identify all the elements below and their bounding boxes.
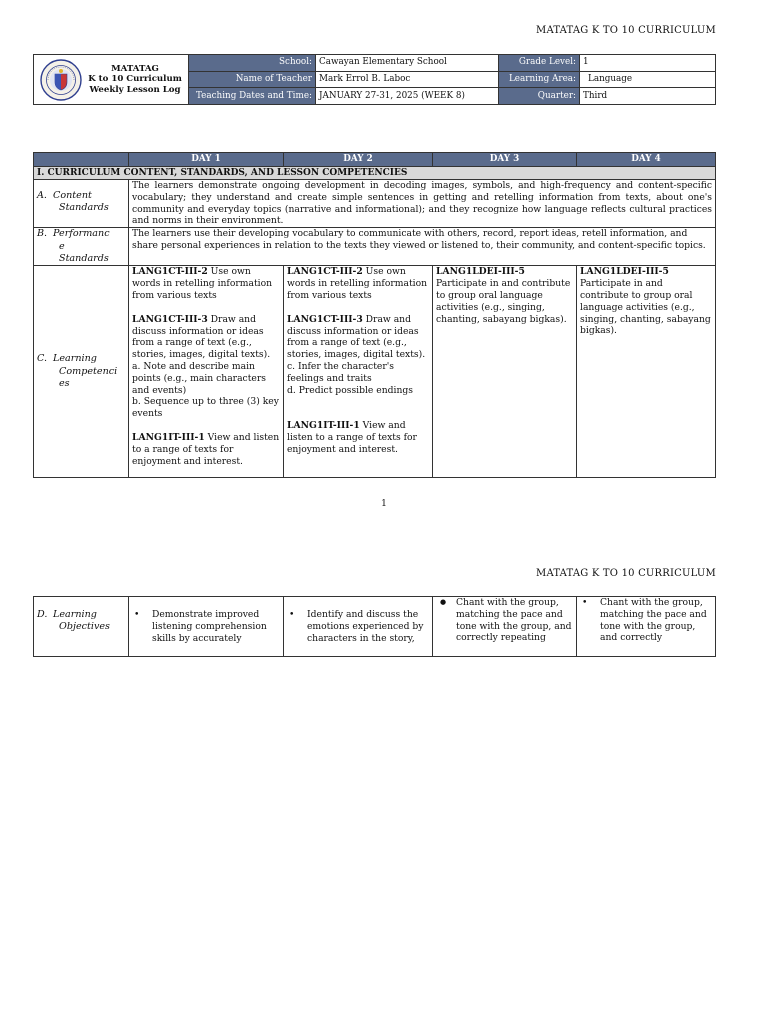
competency-text: Participate in and contribute to group oral language activities (e.g., singing, chanting, sabayang bigkas). (436, 278, 571, 325)
row-label-text: Learning (53, 609, 97, 620)
competency-code: LANG1CT-III-3 (132, 313, 208, 325)
competencies-day-4 (577, 266, 716, 478)
competency-code: LANG1CT-III-3 (287, 313, 363, 325)
row-label-text: es (59, 378, 70, 390)
competency-subitem: b. Sequence up to three (3) key events (132, 396, 279, 420)
row-label-text: e (59, 240, 65, 252)
learning-objectives-table (33, 596, 716, 657)
competencies-day-2 (284, 266, 433, 478)
competency-code: LANG1LDEI-III-5 (436, 266, 525, 278)
competency-subitem: d. Predict possible endings (287, 384, 413, 396)
deped-seal-icon (40, 59, 82, 101)
curriculum-table (33, 152, 716, 478)
competency-code: LANG1CT-III-2 (132, 266, 208, 278)
logo-title (82, 64, 188, 96)
quarter-value: Third (580, 88, 716, 105)
content-standards-text: The learners demonstrate ongoing development in decoding images, symbols, and high-frequency and content-specific vocabulary; they understand and create simple sentences in getting and retelling information from texts, about one's community and everyday topics (narrative and informational); and they recognize how language reflects cultural practices and norms in their environment. (129, 180, 716, 228)
competency-text: Use own words in retelling information from various texts (132, 266, 273, 301)
content-standards-label (34, 180, 129, 228)
day-header: DAY 4 (577, 153, 716, 167)
competency-item (287, 420, 429, 455)
school-value: Cawayan Elementary School (316, 55, 499, 72)
competency-item (132, 314, 280, 361)
learning-objectives-label (34, 597, 129, 657)
section-title: I. CURRICULUM CONTENT, STANDARDS, AND LESSON COMPETENCIES (34, 167, 716, 180)
competencies-day-3 (433, 266, 577, 478)
logo-title-line-3: Weekly Lesson Log (89, 84, 181, 95)
row-label-text: Content (53, 190, 92, 201)
learning-competencies-label (34, 266, 129, 478)
teaching-dates-value: JANUARY 27-31, 2025 (WEEK 8) (316, 88, 499, 105)
objectives-day-1 (129, 597, 284, 657)
competency-text: Participate in and contribute to group oral language activities (e.g., singing, chanting, sabayang bigkas). (580, 278, 711, 337)
competency-item (132, 266, 280, 301)
teacher-value: Mark Errol B. Laboc (316, 71, 499, 88)
competency-code: LANG1LDEI-III-5 (580, 266, 669, 278)
lesson-log-header-table (33, 54, 716, 105)
logo-cell (34, 55, 189, 105)
corner-header-cell (34, 153, 129, 167)
objective-item: • Demonstrate improved listening comprehension skills by accurately (132, 609, 280, 644)
objectives-day-2 (284, 597, 433, 657)
competency-text: Draw and discuss information or ideas from a range of text (e.g., stories, images, digital texts). (132, 313, 271, 361)
page-header-2: MATATAG K TO 10 CURRICULUM (536, 568, 716, 579)
competency-code: LANG1IT-III-1 (287, 420, 360, 432)
objective-item: ● Chant with the group, matching the pace and tone with the group, and correctly repeating (436, 597, 573, 644)
row-label-text: Learning (53, 353, 97, 365)
row-label-text: Standards (59, 202, 109, 214)
school-label: School: (189, 55, 316, 72)
performance-standards-text: The learners use their developing vocabulary to communicate with others, record, report ideas, retell information, and share personal experiences in relation to the texts they viewed or listened to, their community, and content-specific topics. (129, 228, 716, 266)
row-letter: C. (37, 353, 48, 365)
competency-code: LANG1IT-III-1 (132, 431, 205, 443)
competency-subitem: c. Infer the character's feelings and traits (287, 360, 394, 384)
objectives-day-3 (433, 597, 577, 657)
row-label-text: Objectives (59, 621, 110, 633)
logo-title-line-1: MATATAG (111, 63, 159, 74)
objectives-day-4 (577, 597, 716, 657)
row-label-text: Performanc (53, 228, 110, 240)
teaching-dates-label: Teaching Dates and Time: (189, 88, 316, 105)
row-letter: A. (37, 190, 47, 201)
row-label-text: Standards (59, 253, 109, 264)
competencies-day-1 (129, 266, 284, 478)
competency-item (132, 432, 280, 467)
objective-item: • Identify and discuss the emotions experienced by characters in the story, (287, 609, 429, 644)
row-letter: B. (37, 228, 48, 240)
competency-text: Use own words in retelling information from various texts (287, 266, 428, 301)
competency-text: View and listen to a range of texts for enjoyment and interest. (132, 431, 280, 467)
logo-title-line-2: K to 10 Curriculum (88, 74, 182, 85)
competency-text: View and listen to a range of texts for enjoyment and interest. (287, 420, 417, 455)
competency-item (287, 266, 429, 301)
page-number: 1 (381, 499, 387, 509)
performance-standards-label (34, 228, 129, 266)
day-header: DAY 1 (129, 153, 284, 167)
teacher-label: Name of Teacher (189, 71, 316, 88)
objective-item: • Chant with the group, matching the pace and tone with the group, and correctly (580, 597, 712, 644)
competency-subitem: a. Note and describe main points (e.g., main characters and events) (132, 360, 266, 396)
grade-level-value: 1 (580, 55, 716, 72)
day-header: DAY 3 (433, 153, 577, 167)
competency-code: LANG1CT-III-2 (287, 266, 363, 278)
day-header: DAY 2 (284, 153, 433, 167)
learning-area-value: Language (580, 71, 716, 88)
row-letter: D. (37, 609, 48, 620)
learning-area-label: Learning Area: (499, 71, 580, 88)
competency-text: Draw and discuss information or ideas from a range of text (e.g., stories, images, digital texts). (287, 313, 426, 361)
competency-item (287, 314, 429, 361)
page-header: MATATAG K TO 10 CURRICULUM (536, 25, 716, 36)
row-label-text: Competenci (59, 365, 118, 377)
grade-level-label: Grade Level: (499, 55, 580, 72)
quarter-label: Quarter: (499, 88, 580, 105)
